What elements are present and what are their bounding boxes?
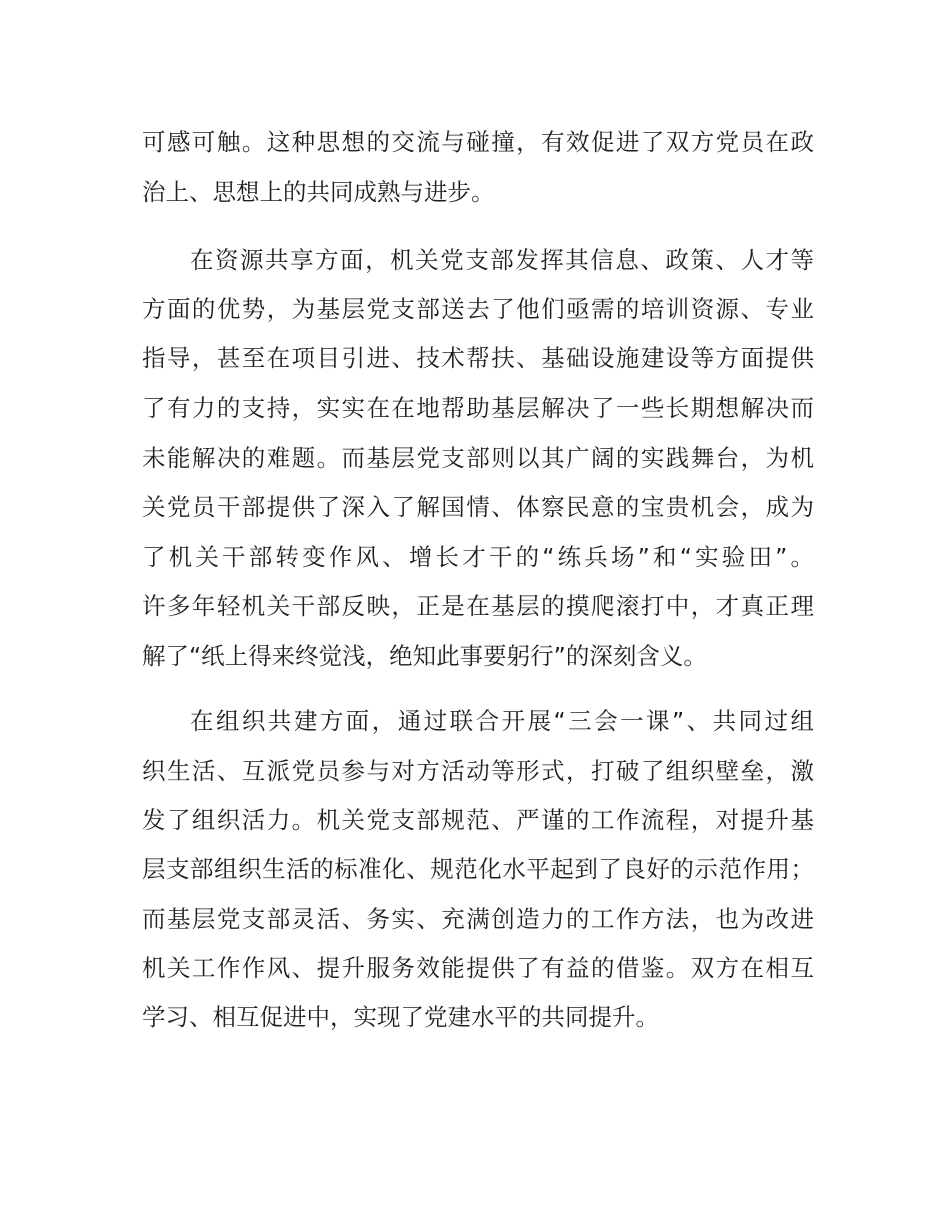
paragraph-3-line-2: 织生活、互派党员参与对方活动等形式，打破了组织壁垒，激 — [142, 757, 814, 785]
paragraph-2-line-7: 了机关干部转变作风、增长才干的“练兵场”和“实验田”。 — [142, 543, 814, 571]
paragraph-3-line-5: 而基层党支部灵活、务实、充满创造力的工作方法，也为改进 — [142, 905, 814, 933]
paragraph-3-line-4: 层支部组织生活的标准化、规范化水平起到了良好的示范作用； — [142, 855, 814, 883]
paragraph-2-line-9: 解了“纸上得来终觉浅，绝知此事要躬行”的深刻含义。 — [142, 642, 707, 670]
paragraph-3-line-6: 机关工作作风、提升服务效能提供了有益的借鉴。双方在相互 — [142, 954, 814, 982]
paragraph-2-line-8: 许多年轻机关干部反映，正是在基层的摸爬滚打中，才真正理 — [142, 592, 814, 620]
paragraph-2-line-2: 方面的优势，为基层党支部送去了他们亟需的培训资源、专业 — [142, 295, 814, 323]
paragraph-2-line-4: 了有力的支持，实实在在地帮助基层解决了一些长期想解决而 — [142, 394, 814, 422]
paragraph-1-line-1: 可感可触。这种思想的交流与碰撞，有效促进了双方党员在政 — [142, 128, 814, 156]
paragraph-2-line-1: 在资源共享方面，机关党支部发挥其信息、政策、人才等 — [190, 246, 814, 274]
paragraph-1-line-2: 治上、思想上的共同成熟与进步。 — [142, 178, 495, 206]
paragraph-2-line-6: 关党员干部提供了深入了解国情、体察民意的宝贵机会，成为 — [142, 493, 814, 521]
paragraph-2-line-5: 未能解决的难题。而基层党支部则以其广阔的实践舞台，为机 — [142, 444, 814, 472]
paragraph-3-line-3: 发了组织活力。机关党支部规范、严谨的工作流程，对提升基 — [142, 806, 814, 834]
paragraph-3-line-1: 在组织共建方面，通过联合开展“三会一课”、共同过组 — [190, 707, 814, 735]
paragraph-2-line-3: 指导，甚至在项目引进、技术帮扶、基础设施建设等方面提供 — [142, 344, 814, 372]
paragraph-3-line-7: 学习、相互促进中，实现了党建水平的共同提升。 — [142, 1003, 659, 1031]
